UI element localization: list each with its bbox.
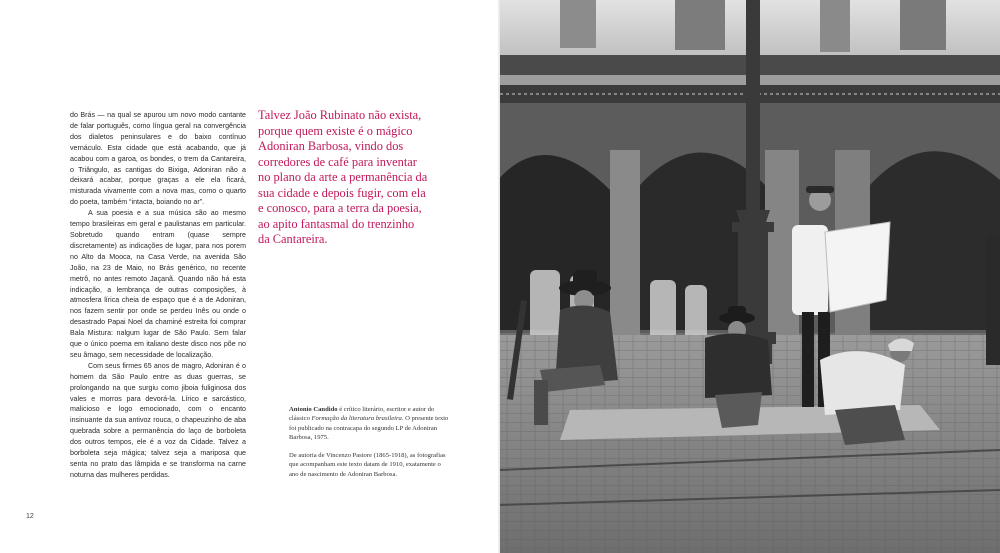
author-text-2: . O presente texto foi publicado na contracapa do segundo LP de Adoniran Barbosa, 1975. bbox=[289, 415, 449, 441]
body-paragraph-2: A sua poesia e a sua música são ao mesmo tempo brasileiras em geral e paulistanas em particular. Sobretudo quando entram (quase sempre discretamente) as indicações de lugar, para nos porem no Alto da Mooca, na Casa Verde, na avenida São João, na 23 de Maio, no Brás genérico, no recente metrô, no antes remoto Jaçanã. Quando não há esta indicação, a lembrança de outras composições, à atmosfera lírica cheia de espaço que é a de Adoniran, nos fazem sentir por onde se perdeu Inês ou onde o desastrado Papai Noel da chaminé estreita foi comprar Bala Mistura: nalgum lugar de São Paulo. Sem falar que o único poema em italiano deste disco nos põe no seu âmago, sem necessidade de localização. bbox=[70, 209, 246, 359]
pillar bbox=[610, 150, 640, 335]
window bbox=[560, 0, 596, 48]
pull-quote bbox=[258, 108, 428, 248]
pull-quote-text: Talvez João Rubinato não exista, porque quem existe é o mágico Adoniran Barbosa, vindo dos corredores de café para inventar no plano da arte a permanência da sua cidade e depois fugir, com ela e conosco, para a terra da poesia, ao apito fantasmal do trenzinho da Cantareira. bbox=[258, 108, 428, 246]
body-text-column bbox=[70, 110, 246, 481]
body-paragraph-1: do Brás — na qual se apurou um novo modo cantante de falar português, como língua geral na convergência dos dialetos peninsulares e do baixo contínuo vernáculo. Esta cidade que está acabando, que já acabou com a garoa, os bondes, o trem da Cantareira, o Triângulo, as cantigas do Bixiga, Adoniran não a deixará acabar, porque graças a ele ela ficará, misturada vivamente com a nova mas, como o quarto do poeta, também “intacta, boiando no ar”. bbox=[70, 111, 246, 207]
window bbox=[820, 0, 850, 52]
page-number: 12 bbox=[26, 513, 34, 520]
newspaper bbox=[825, 222, 890, 312]
standing-figure bbox=[986, 235, 1000, 365]
credits-note bbox=[289, 405, 449, 488]
book-title: Formação da literatura brasileira bbox=[311, 415, 402, 423]
photo-illustration bbox=[500, 0, 1000, 553]
body-paragraph-3: Com seus firmes 65 anos de magro, Adoniran é o homem da São Paulo entre as duas guerras, se prolongando na que surgiu como jiboia fuliginosa dos vales e morros para devorá-la. Lírico e sarcástico, malicioso e logo emocionado, com o encanto insinuante da sua antivoz rouca, o chapeuzinho de aba quebrada sobre a permanência do laço de borboleta dos outros tempos, ele é a voz da Cidade. Talvez a borboleta seja mágica; talvez seja a mariposa que senta no prato das lâmpida e se transforma na carne noturna das mulheres perdidas. bbox=[70, 361, 246, 479]
window bbox=[675, 0, 725, 50]
author-text-1: é crítico literário, escritor e autor do clássico bbox=[289, 406, 435, 423]
author-name: Antonio Candido bbox=[289, 406, 338, 413]
window bbox=[900, 0, 946, 50]
street-photograph bbox=[500, 0, 1000, 553]
photo-credit: De autoria de Vincenzo Pastore (1865-1918), as fotografias que acompanham este texto datam de 1910, exatamente o ano de nascimento de Adoniran Barbosa. bbox=[289, 452, 446, 478]
author-credit bbox=[289, 405, 449, 442]
